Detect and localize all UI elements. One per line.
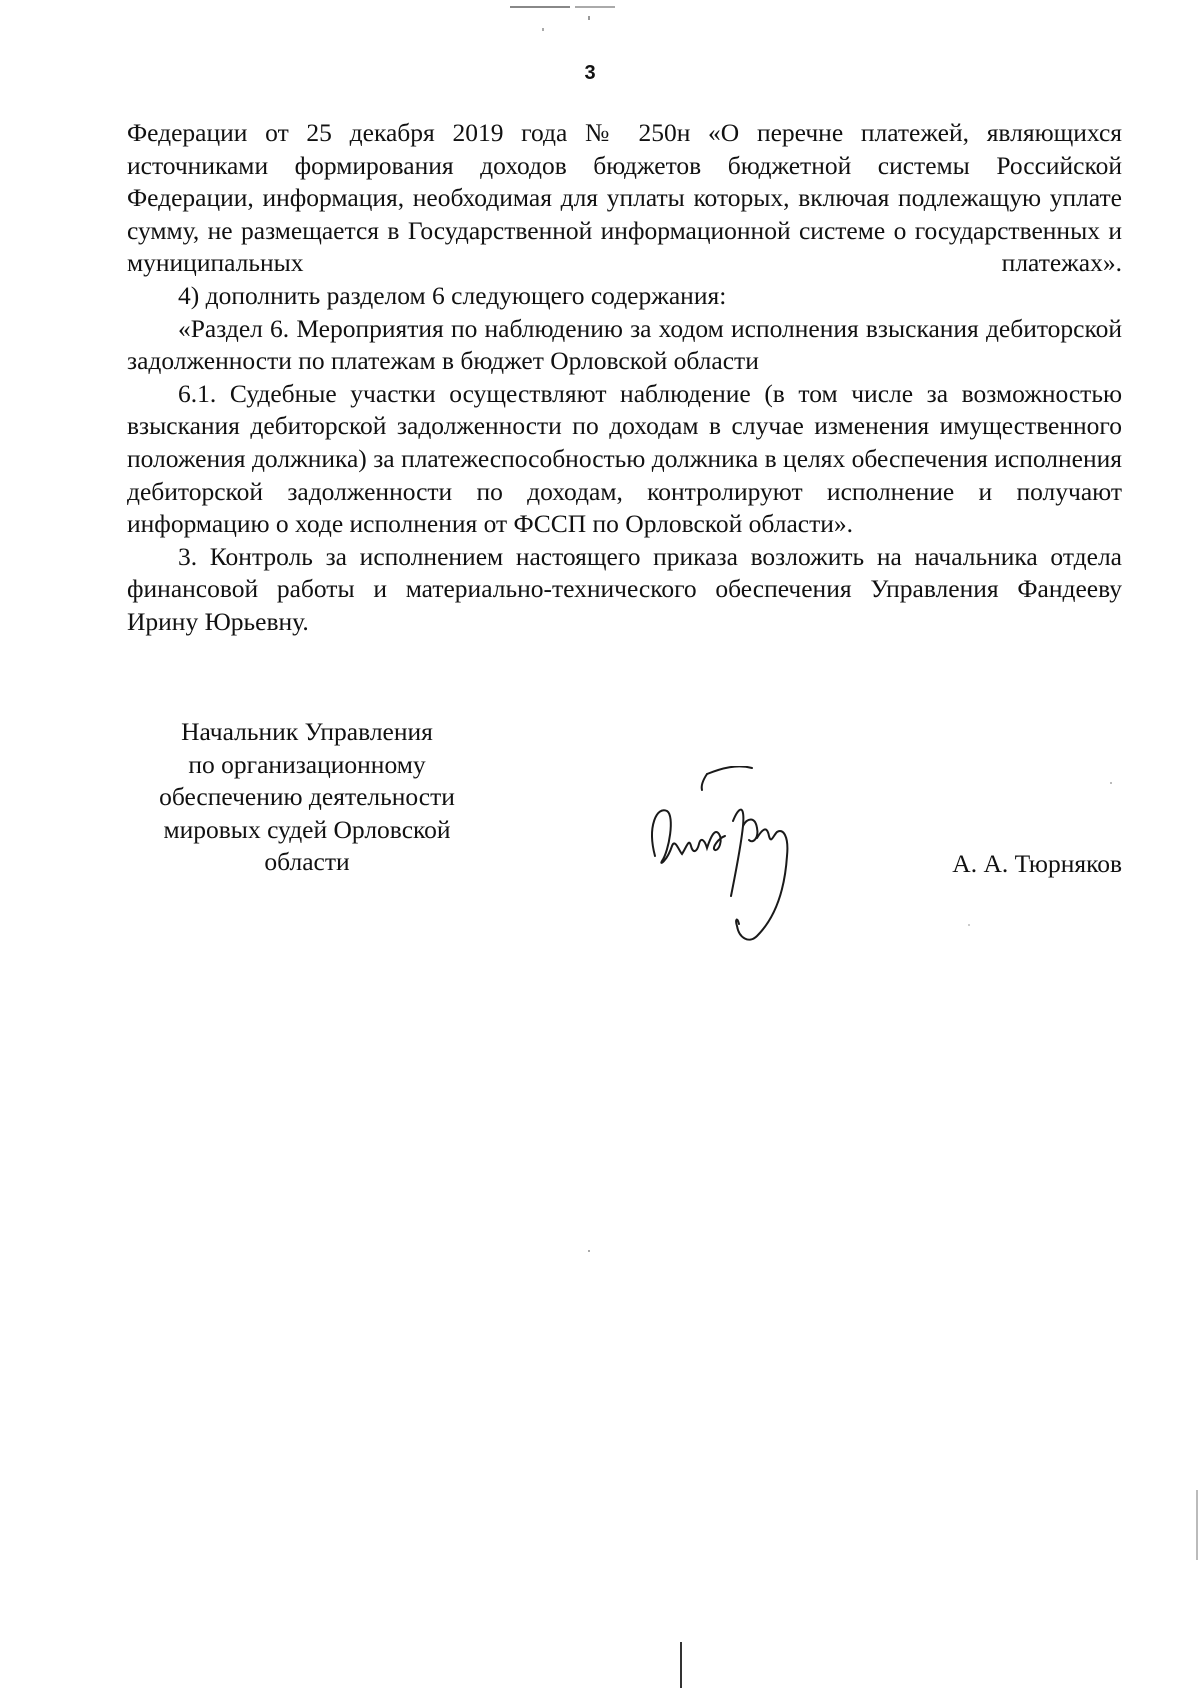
position-line: обеспечению деятельности (159, 782, 455, 812)
position-line: Начальник Управления (181, 717, 433, 746)
paragraph-6-1: 6.1. Судебные участки осуществляют наблюдение (в том числе за возможностью взыскания дебиторской задолженности по доходам в случае изменения имущественного положения должника) за платежеспособностью должника в целях обеспечения исполнения дебиторской задолженности по доходам, контролируют исполнение и получают информацию о ходе исполнения от ФССП по Орловской области». (127, 378, 1122, 539)
signature-block (127, 716, 1122, 976)
paragraph-section-6-title: «Раздел 6. Мероприятия по наблюдению за ходом исполнения взыскания дебиторской задолженности по платежам в бюджет Орловской области (127, 313, 1122, 376)
paragraph-item-4: 4) дополнить разделом 6 следующего содержания: (178, 280, 727, 310)
signatory-position (127, 716, 487, 879)
scan-artifact (575, 6, 615, 8)
position-line: по организационному (188, 749, 426, 779)
scan-speck (588, 1250, 590, 1252)
page-number: 3 (584, 62, 596, 84)
scan-speck (1110, 782, 1112, 784)
handwritten-signature (627, 766, 827, 966)
paragraph-3-control: 3. Контроль за исполнением настоящего приказа возложить на начальника отдела финансовой работы и материально-технического обеспечения Управления Фандееву Ирину Юрьевну. (127, 541, 1122, 636)
signatory-name: А. А. Тюрняков (952, 849, 1122, 878)
scan-speck (968, 924, 970, 926)
position-line: области (264, 847, 350, 877)
paragraph-continuation: Федерации от 25 декабря 2019 года № 250н «О перечне платежей, являющихся источниками формирования доходов бюджетов бюджетной системы Российской Федерации, информация, необходимая для уплаты которых, включая подлежащую уплате сумму, не размещается в Государственной информационной системе о государственных и муниципальных платежах». (127, 118, 1122, 278)
scan-speck (1196, 1490, 1198, 1560)
scan-artifact (510, 6, 570, 8)
scan-artifact (588, 16, 590, 20)
position-line: мировых судей Орловской (163, 814, 451, 844)
binding-mark (680, 1642, 682, 1688)
scan-artifact (542, 28, 544, 31)
document-body (127, 117, 1122, 639)
